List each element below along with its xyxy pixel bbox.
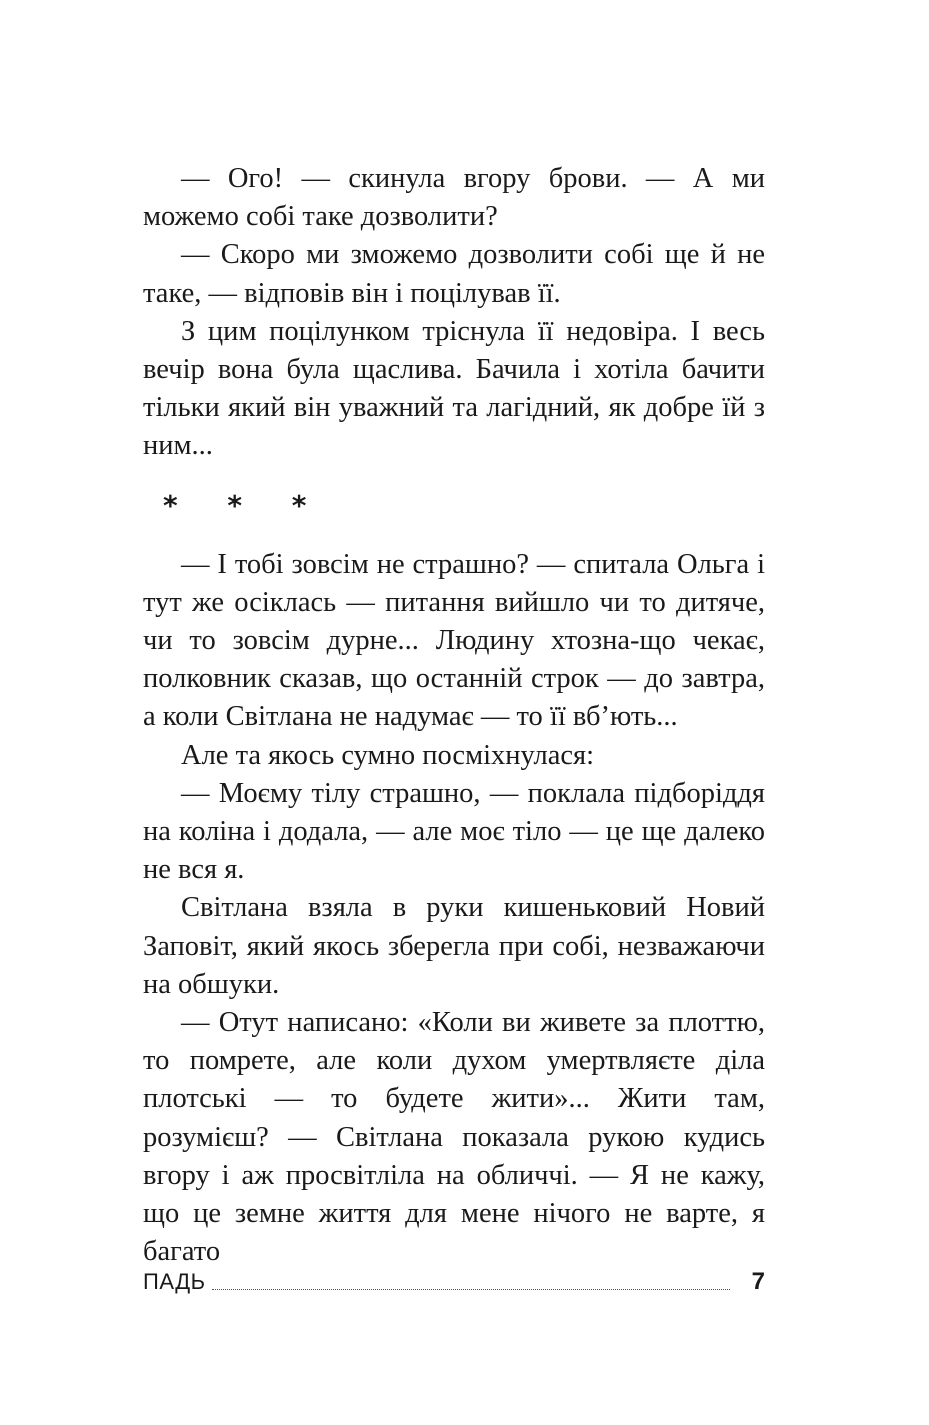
paragraph: Світлана взяла в руки кишеньковий Новий Заповіт, який якось зберегла при собі, незважаючи на обшуки. bbox=[143, 892, 765, 1000]
running-head: ПАДЬ bbox=[143, 1269, 206, 1294]
page-footer bbox=[143, 1265, 765, 1295]
paragraph: — Отут написано: «Коли ви живете за плоттю, то помрете, але коли духом умертвляєте діла плотські — то будете жити»... Жити там, розумієш? — Світлана показала рукою кудись вгору і аж просвітліла на обличчі. — Я не кажу, що це земне життя для мене нічого не варте, я багато bbox=[143, 1007, 765, 1268]
paragraph: — Ого! — скинула вгору брови. — А ми можемо собі таке дозволити? bbox=[143, 163, 765, 233]
paragraph: — Моєму тілу страшно, — поклала підборіддя на коліна і додала, — але моє тіло — це ще далеко не вся я. bbox=[143, 777, 765, 886]
paragraph: Але та якось сумно посміхнулася: bbox=[181, 739, 595, 771]
dotted-leader bbox=[212, 1288, 730, 1290]
page-number: 7 bbox=[751, 1268, 765, 1295]
paragraph: — Скоро ми зможемо дозволити собі ще й не таке, — відповів він і поцілував її. bbox=[143, 239, 765, 309]
section-separator: * * * bbox=[163, 488, 327, 522]
body-text bbox=[143, 160, 765, 1271]
paragraph: З цим поцілунком тріснула її недовіра. І весь вечір вона була щаслива. Бачила і хотіла бачити тільки який він уважний та лагідний, як добре їй з ним... bbox=[143, 315, 765, 462]
paragraph: — І тобі зовсім не страшно? — спитала Ольга і тут же осіклась — питання вийшло чи то дитяче, чи то зовсім дурне... Людину хтозна-що чекає, полковник сказав, що останній строк — до завтра, а коли Світлана не надумає — то її вб’ють... bbox=[143, 548, 765, 733]
